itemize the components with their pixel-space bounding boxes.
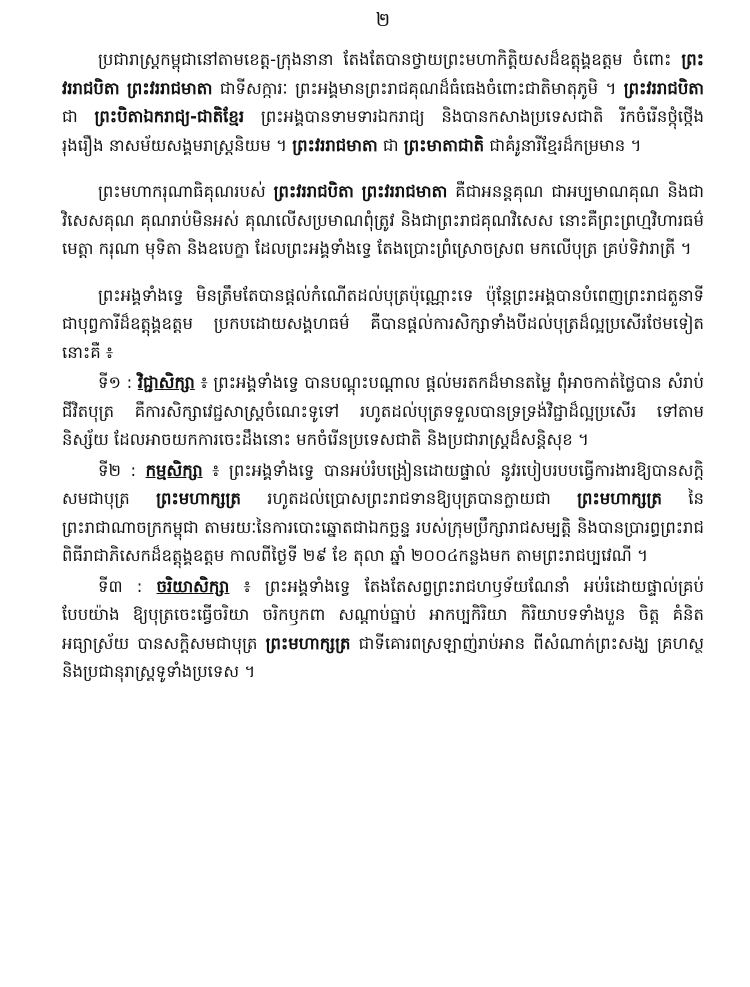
virtues-space [354,182,362,201]
intro-mother-of-nation: ព្រះមាតាជាតិ [403,135,485,155]
intro-text-g: ជា [62,107,95,126]
paragraph-three-studies-intro [62,282,704,368]
study-2-text-c: រហូតដល់ប្រោសព្រះរាជទានឱ្យបុត្របានក្លាយជា [240,489,578,508]
virtues-text-a: ព្រះមហាករុណាធិគុណរបស់ [98,182,274,201]
page-number: ២ [375,9,391,31]
three-studies-text: ព្រះអង្គទាំងទ្វេ មិនត្រឹមតែបានផ្តល់កំណើតដល់បុត្រប៉ុណ្ណោះទេ ប៉ុន្តែព្រះអង្គបានបំពេញព្រះរាជតួនាទីជាបុព្វការីដ៏ឧត្តុង្គឧត្តម ប្រកបដោយសង្គហធម៌ គឺបានផ្តល់ការសិក្សាទាំងបីដល់បុត្រដ៏ល្អប្រសើរថែមទៀត នោះគឺ ៖ [62,285,704,362]
virtues-mother-title: ព្រះវររាជមាតា [361,182,448,201]
intro-mother-title-2: ព្រះវររាជមាតា [292,135,378,155]
study-1-text: ៖ ព្រះអង្គទាំងទ្វេ បានបណ្តុះបណ្តាល ផ្តល់មរតកដ៏មានតម្លៃ ពុំអាចកាត់ថ្លៃបាន សំរាប់ជីវិតបុត្រ គឺការសិក្សាវេជ្ជសាស្ត្រចំណេះទូទៅ រហូតដល់បុត្រទទួលបានទ្រទ្រង់វិជ្ជាដ៏ល្អប្រសើរ ទៅតាមនិស្ស័យ ដែលអាចយកការចេះដឹងនោះ មកចំរើនប្រទេសជាតិ និងប្រជារាស្ត្រដ៏សន្តិសុខ ។ [62,373,704,449]
study-2-heading: កម្មសិក្សា [145,460,203,480]
virtues-text-e: គឺជាអនន្តគុណ ជាអប្បមាណគុណ និងជាវិសេសគុណ គុណរាប់មិនអស់ គុណលើសប្រមាណពុំត្រូវ និងជាព្រះរាជគុណវិសេស នោះគឺព្រះព្រហ្មវិហារធម៌ មេត្តា ករុណា មុទិតា និងឧបេក្ខា ដែលព្រះអង្គទាំងទ្វេ តែងប្រោះព្រំស្រោចស្រព មកលើបុត្រ គ្រប់ទិវារាត្រី ។ [62,182,705,258]
study-2-king-title: ព្រះមហាក្សត្រ [156,489,241,508]
paragraph-study-2 [62,457,704,571]
paragraph-study-1 [62,369,704,455]
intro-text-e: ជាទីសក្ការៈ ព្រះអង្គមានព្រះរាជគុណដ៏ធំធេងចំពោះជាតិមាតុភូមិ ។ [212,78,624,98]
study-3-text-a: ៖ ព្រះអង្គទាំងទ្វេ តែងតែសព្វព្រះរាជហឫទ័យណែនាំ អប់រំដោយផ្ទាល់គ្រប់បែបយ៉ាង ឱ្យបុត្រចេះធ្វើចរិយា ចរិកឫកពា សណ្តាប់ធ្នាប់ អាកប្បកិរិយា កិរិយាបទទាំងបួន ចិត្ត គំនិត អធ្យាស្រ័យ បានសក្តិសមជាបុត្រ [62,576,704,653]
intro-father-of-independence: ព្រះបិតាឯករាជ្យ-ជាតិខ្មែរ [94,107,245,126]
intro-text-a: ប្រជារាស្ត្រកម្ពុជានៅតាមខេត្ត-ក្រុងនានា តែងតែបានថ្វាយព្រះមហាកិត្តិយសដ៏ឧត្តុង្គឧត្តម ចំពោះ [98,50,682,69]
intro-space [120,79,127,98]
paragraph-intro [62,46,704,160]
intro-father-title-2: ព្រះវររាជបិតា [623,78,705,98]
paragraph-virtues [62,178,704,264]
study-2-label: ទី២ : [98,460,146,480]
study-1-heading: វិជ្ជាសិក្សា [137,373,195,392]
intro-text-i: ព្រះអង្គបានទាមទារឯករាជ្យ និងបានកសាងប្រទេសជាតិ រីកចំរើនថ្កុំថ្កើង រុងរឿង នាសម័យសង្គមរាស្ត្រនិយម ។ [62,107,704,155]
intro-text-m: ជាគំរូនារីខ្មែរដ៏កម្រមាន ។ [484,135,642,155]
intro-father-title: ព្រះវររាជបិតា [62,50,704,98]
virtues-father-title: ព្រះវររាជបិតា [273,182,354,201]
study-2-king-title-2: ព្រះមហាក្សត្រ [577,489,662,508]
study-1-label: ទី១ : [98,373,138,392]
paragraph-study-3 [62,573,704,687]
study-3-label: ទី៣ : [98,576,157,596]
intro-mother-title: ព្រះវររាជមាតា [126,78,213,98]
study-2-text-a: ៖ ព្រះអង្គទាំងទ្វេ បានអប់រំបង្រៀនដោយផ្ទាល់ នូវរបៀបរបបធ្វើការងារឱ្យបានសក្តិសមជាបុត្រ [62,460,704,508]
study-3-king-title: ព្រះមហាក្សត្រ [265,633,351,653]
study-2-text-e: នៃព្រះរាជាណាចក្រកម្ពុជា តាមរយៈនៃការបោះឆ្នោតជាឯកច្ឆន្ទ របស់ក្រុមប្រឹក្សារាជសម្បត្តិ និងបានប្រារព្ធព្រះរាជពិធីរាជាភិសេកដ៏ឧត្តុង្គឧត្តម កាលពីថ្ងៃទី ២៩ ខែ តុលា ឆ្នាំ ២០០៤កន្លងមក តាមព្រះរាជប្បវេណី ។ [62,489,704,565]
study-3-text-c: ជាទីគោរពស្រឡាញ់រាប់អាន ពីសំណាក់ព្រះសង្ឃ គ្រហស្ថ និងប្រជានុរាស្ត្រទូទាំងប្រទេស ។ [62,633,704,681]
study-3-heading: ចរិយាសិក្សា [156,576,230,596]
intro-text-k: ជា [377,135,404,155]
